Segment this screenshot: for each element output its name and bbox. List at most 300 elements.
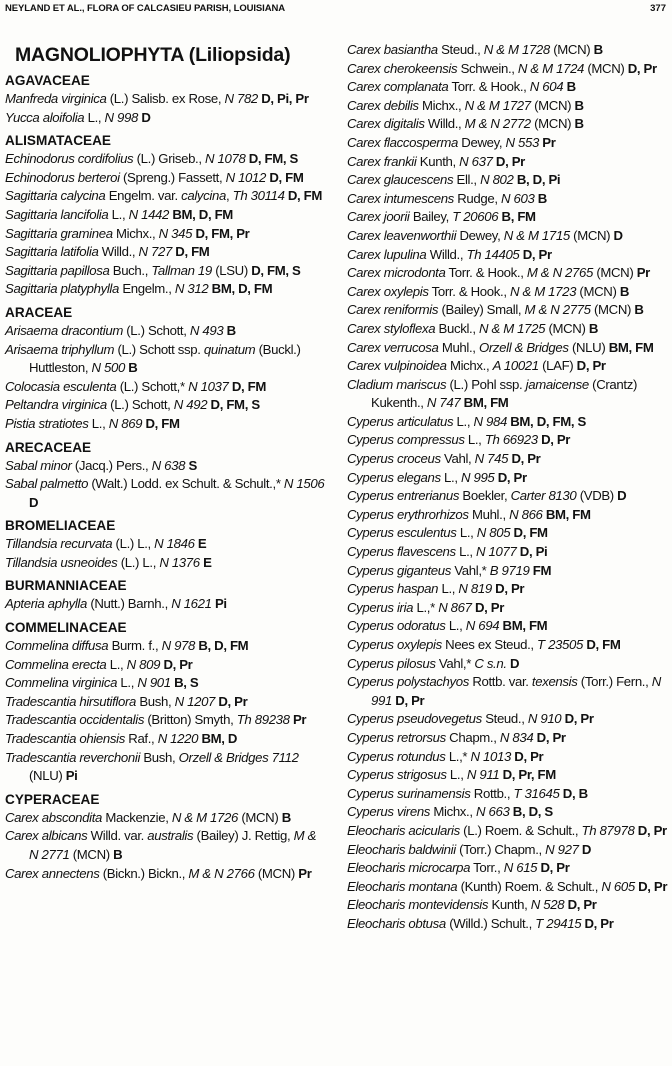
collector-number: N 782 [224, 91, 258, 106]
species-entry [347, 320, 668, 339]
species-entry [5, 415, 328, 434]
authority: Nees ex Steud., [441, 637, 538, 652]
species-entry [5, 535, 328, 554]
authority: (L.) L., [117, 554, 160, 570]
species-entry [5, 674, 328, 693]
collector-number: N 747 [426, 395, 461, 411]
authority: (Britton) Smyth, [144, 712, 237, 728]
habitat-codes: D, Pr [561, 711, 594, 727]
collector-number: Th 30114 [232, 188, 285, 204]
habitat-codes: B, D, S [509, 804, 553, 820]
authority: (Willd.) Schult., [445, 915, 536, 931]
collector-number: N 603 [501, 190, 535, 206]
species-name: Tradescantia hirsutiflora [5, 693, 136, 709]
collector-number: N 1012 [225, 169, 267, 185]
species-entry [347, 208, 668, 227]
species-entry [5, 150, 328, 169]
habitat-codes: D, Pr [494, 469, 527, 485]
collector-number: N 911 [466, 767, 500, 783]
habitat-codes: D, FM [284, 188, 323, 204]
species-entry [347, 766, 668, 785]
species-name: Eleocharis acicularis [347, 822, 460, 838]
species-name: Sabal palmetto [5, 476, 89, 492]
species-name: Arisaema triphyllum [5, 341, 115, 357]
authority: Rottb. var. [469, 674, 532, 690]
collector-number: N 834 [499, 729, 534, 745]
habitat-codes: D, FM, S [207, 397, 260, 413]
habitat-codes: Pr [289, 712, 307, 728]
habitat-codes: D, Pr [510, 748, 544, 764]
habitat-codes: D, Pr [624, 60, 657, 76]
species-name: Cyperus retrorsus [347, 729, 446, 745]
habitat-codes: D, Pi, Pr [257, 91, 309, 106]
species-name: Arisaema dracontium [5, 322, 123, 338]
species-name: Commelina virginica [5, 675, 118, 691]
authority: Buch., [109, 262, 152, 278]
species-entry [347, 673, 668, 710]
collector-number: T 23505 [537, 637, 583, 652]
authority: Torr. & Hook., [445, 265, 527, 281]
collector-number: T 31645 [513, 785, 560, 801]
species-entry [5, 475, 328, 512]
collector-number: N 910 [527, 711, 562, 727]
collector-number: N 802 [480, 172, 514, 188]
authority: L., [456, 525, 477, 541]
herbarium: (MCN) [545, 320, 586, 336]
habitat-codes: BM, D, FM, S [506, 413, 586, 429]
collector-number: N 1013 [470, 748, 511, 764]
habitat-codes: D, FM [510, 525, 548, 541]
species-entry [347, 636, 668, 655]
species-entry [347, 803, 668, 822]
herbarium: (VDB) [576, 488, 614, 504]
authority: L., [445, 618, 466, 634]
authority: Engelm. var. [105, 188, 182, 204]
authority: Willd., [424, 116, 465, 132]
species-entry [347, 153, 668, 172]
habitat-codes: D, Pr [471, 599, 504, 615]
authority: Michx., [446, 358, 493, 374]
species-name: Carex oxylepis [347, 283, 429, 299]
habitat-codes: D, FM, S [247, 262, 301, 278]
collector-number: Th 89238 [236, 712, 290, 728]
family-list [5, 72, 328, 883]
herbarium: (MCN) [238, 809, 279, 825]
species-name: Cyperus haspan [347, 581, 439, 597]
species-name: Carex styloflexa [347, 320, 436, 336]
collector-number: N 978 [161, 638, 196, 654]
authority: Willd. var. [87, 828, 148, 844]
species-entry [347, 543, 668, 562]
species-entry [5, 554, 328, 573]
collector-number: Carter 8130 [510, 488, 577, 504]
authority: Mackenzie, [102, 809, 172, 825]
authority: L., [88, 415, 109, 431]
herbarium: (MCN) [254, 865, 295, 881]
habitat-codes: B, S [170, 675, 199, 691]
authority: (Bailey) Small, [438, 302, 525, 318]
collector-number: N 492 [173, 397, 208, 413]
habitat-codes: D, FM [228, 378, 266, 394]
species-name: Sagittaria platyphylla [5, 281, 119, 297]
herbarium: (MCN) [530, 97, 572, 113]
collector-number: Tallman 19 [151, 262, 212, 278]
page-number: 377 [650, 3, 666, 14]
species-entry [347, 580, 668, 599]
species-entry [347, 841, 668, 860]
species-name: Cyperus surinamensis [347, 785, 471, 801]
species-name: Carex cherokeensis [347, 60, 458, 76]
habitat-codes: D, Pr [537, 432, 571, 448]
authority: (L.) L., [112, 536, 155, 552]
collector-number: Th 66923 [484, 432, 538, 448]
authority: (L.) Salisb. ex Rose, [106, 91, 225, 106]
habitat-codes: D, Pr [508, 451, 541, 467]
authority: Torr., [470, 860, 504, 876]
species-list [347, 41, 668, 934]
authority: Bush, [140, 749, 179, 765]
habitat-codes: B [563, 79, 576, 95]
habitat-codes: BM, D [198, 731, 238, 747]
authority: (Kunth) Roem. & Schult., [457, 878, 602, 894]
habitat-codes: D, FM, Pr [192, 225, 250, 241]
authority: Steud., [437, 42, 484, 57]
species-name: Commelina erecta [5, 656, 107, 672]
collector-number: N 637 [459, 153, 493, 169]
collector-number: N 493 [189, 322, 224, 338]
species-name: Cyperus esculentus [347, 525, 457, 541]
habitat-codes: Pr [538, 134, 556, 150]
habitat-codes: BM, D, FM [169, 206, 233, 222]
habitat-codes: D, Pr [160, 656, 193, 672]
species-entry [5, 225, 328, 244]
authority: (L.) Schott, [122, 322, 190, 338]
authority: Ell., [453, 172, 481, 188]
species-entry [347, 115, 668, 134]
collector-number: N 615 [503, 860, 538, 876]
species-name: Colocasia esculenta [5, 378, 117, 394]
species-name: Carex basiantha [347, 42, 438, 57]
habitat-codes: E [194, 536, 207, 552]
habitat-codes: D, Pr [573, 358, 606, 374]
species-entry [5, 109, 328, 128]
habitat-codes: BM, FM [605, 339, 654, 355]
species-entry [347, 599, 668, 618]
authority: Muhl., [468, 506, 510, 522]
species-name: Cladium mariscus [347, 376, 447, 392]
collector-number: N 500 [91, 360, 125, 376]
species-name: Cyperus oxylepis [347, 637, 442, 652]
collector-number: N & M 1728 [483, 42, 550, 57]
species-entry [347, 431, 668, 450]
collector-number: M & N 2766 [188, 865, 255, 881]
species-entry [5, 206, 328, 225]
species-entry [347, 506, 668, 525]
species-entry [347, 748, 668, 767]
authority: Bailey, [409, 209, 453, 225]
species-entry [5, 827, 328, 864]
collector-number: M & N 2765 [526, 265, 593, 281]
collector-number: N 638 [151, 457, 186, 473]
species-name: Sagittaria latifolia [5, 244, 99, 260]
authority: Dewey, [456, 227, 504, 243]
species-entry [347, 357, 668, 376]
section-title: MAGNOLIOPHYTA (Liliopsida) [15, 44, 291, 66]
authority: Bush, [136, 693, 175, 709]
habitat-codes: D, FM [583, 637, 621, 652]
authority: Muhl., [438, 339, 479, 355]
habitat-codes: D, Pr [533, 729, 566, 745]
authority: L., [464, 432, 485, 448]
species-name: Carex annectens [5, 865, 100, 881]
species-entry [347, 785, 668, 804]
authority: (L.) Pohl ssp. [446, 376, 526, 392]
species-entry [5, 457, 328, 476]
species-name: Cyperus iria [347, 599, 414, 615]
collector-number: N 927 [545, 841, 579, 857]
authority: (Walt.) Lodd. ex Schult. & Schult.,* [88, 476, 284, 492]
habitat-codes: B, FM [498, 209, 536, 225]
authority: (Buckl.) Huttleston, [29, 341, 301, 376]
species-entry [5, 637, 328, 656]
authority: L., [117, 675, 138, 691]
family-heading: AGAVACEAE [5, 73, 90, 88]
collector-number: Orzell & Bridges 7112 [178, 749, 299, 765]
authority: Dewey, [457, 134, 506, 150]
species-name: Cyperus erythrorhizos [347, 506, 469, 522]
collector-number: N 1078 [205, 151, 246, 167]
species-name: Carex digitalis [347, 116, 425, 132]
species-entry [347, 710, 668, 729]
species-entry [347, 97, 668, 116]
species-entry [347, 896, 668, 915]
habitat-codes: BM, FM [542, 506, 591, 522]
species-name: Apteria aphylla [5, 596, 87, 612]
habitat-codes: E [199, 554, 212, 570]
collector-number: N 1506 [283, 476, 325, 492]
authority: (L.) Griseb., [133, 151, 205, 167]
species-name: Cyperus rotundus [347, 748, 446, 764]
species-name: Sagittaria lancifolia [5, 206, 109, 222]
authority: (Torr.) Chapm., [455, 841, 546, 857]
collector-number: B 9719 [489, 562, 530, 578]
species-entry [5, 711, 328, 730]
habitat-codes: B [124, 360, 138, 376]
habitat-codes: D, Pr [491, 581, 525, 597]
species-name: Tillandsia recurvata [5, 536, 113, 552]
infraspecific-name: texensis [531, 674, 578, 690]
habitat-codes: B, D, FM [195, 638, 249, 654]
habitat-codes: D, Pr [215, 693, 248, 709]
authority: (L.) Schott,* [116, 378, 189, 394]
collector-number: Orzell & Bridges [478, 339, 569, 355]
authority: L., [455, 544, 477, 560]
infraspecific-name: australis [147, 828, 194, 844]
collector-number: N 995 [460, 469, 495, 485]
right-column [347, 41, 668, 934]
species-entry [347, 227, 668, 246]
species-entry [5, 865, 328, 884]
family-heading: ARACEAE [5, 304, 73, 320]
collector-number: N 869 [108, 415, 143, 431]
species-name: Cyperus strigosus [347, 767, 447, 783]
species-name: Peltandra virginica [5, 397, 107, 413]
collector-number: N & M 1723 [509, 283, 577, 299]
habitat-codes: D [138, 109, 151, 125]
species-entry [347, 339, 668, 358]
species-entry [5, 809, 328, 828]
authority: (Crantz) Kukenth., [371, 376, 637, 411]
authority: (L.) Roem. & Schult., [459, 822, 582, 838]
collector-number: N 819 [458, 581, 492, 597]
species-name: Cyperus giganteus [347, 562, 452, 578]
species-name: Eleocharis baldwinii [347, 841, 456, 857]
habitat-codes: D [506, 655, 520, 671]
species-name: Cyperus flavescens [347, 544, 456, 560]
species-name: Carex intumescens [347, 190, 454, 206]
species-entry [5, 656, 328, 675]
collector-number: A 10021 [492, 358, 539, 374]
species-name: Cyperus articulatus [347, 413, 454, 429]
collector-number: N 1376 [159, 554, 200, 570]
family-heading: COMMELINACEAE [5, 620, 127, 636]
herbarium: (NLU) [29, 768, 63, 784]
authority: Kunth, [488, 897, 531, 913]
species-entry [347, 878, 668, 897]
authority: L., [108, 206, 129, 222]
species-entry [5, 396, 328, 415]
collector-number: N & M 1725 [478, 320, 546, 336]
habitat-codes: D, FM, S [245, 151, 298, 167]
species-name: Commelina diffusa [5, 638, 109, 654]
species-name: Tradescantia reverchonii [5, 749, 141, 765]
authority: Chapm., [445, 729, 500, 745]
habitat-codes: B [631, 302, 644, 318]
authority: Steud., [481, 711, 528, 727]
authority: (Jacq.) Pers., [71, 457, 152, 473]
habitat-codes: D, Pi [516, 544, 548, 560]
collector-number: N 1442 [128, 206, 170, 222]
species-name: Eleocharis montevidensis [347, 897, 489, 913]
species-entry [347, 376, 668, 413]
collector-number: N 312 [174, 281, 209, 297]
family-heading: ALISMATACEAE [5, 133, 111, 149]
species-entry [347, 729, 668, 748]
authority: (Bailey) J. Rettig, [193, 828, 294, 844]
habitat-codes: D, Pr, FM [499, 767, 556, 783]
collector-number: T 29415 [535, 915, 582, 931]
habitat-codes: D, Pr [581, 915, 614, 931]
family-heading: BROMELIACEAE [5, 518, 116, 534]
habitat-codes: Pi [62, 768, 78, 784]
species-entry [5, 693, 328, 712]
habitat-codes: B [223, 322, 236, 338]
species-entry [347, 562, 668, 581]
habitat-codes: D [613, 488, 627, 504]
species-name: Carex complanata [347, 79, 449, 95]
habitat-codes: B [571, 116, 584, 132]
collector-number: N 528 [530, 897, 565, 913]
collector-number: N 1621 [171, 596, 212, 612]
species-entry [347, 78, 668, 97]
collector-number: N & M 1726 [171, 809, 238, 825]
habitat-codes: Pi [211, 596, 227, 612]
herbarium: (MCN) [593, 265, 634, 281]
habitat-codes: D, FM [266, 169, 304, 185]
authority: Rottb., [470, 785, 514, 801]
collector-number: N 809 [126, 656, 161, 672]
species-entry [347, 134, 668, 153]
habitat-codes: B [278, 809, 291, 825]
collector-number: N 984 [473, 413, 507, 429]
species-name: Cyperus croceus [347, 451, 441, 467]
species-name: Cyperus compressus [347, 432, 465, 448]
herbarium: (MCN) [569, 227, 611, 243]
species-name: Sabal minor [5, 457, 72, 473]
herbarium: (MCN) [549, 42, 591, 57]
habitat-codes: D, Pr [634, 822, 667, 838]
authority: Schwein., [457, 60, 518, 76]
habitat-codes: D, Pr [492, 153, 525, 169]
authority: (Spreng.) Fassett, [119, 169, 226, 185]
collector-number: N 1077 [476, 544, 517, 560]
species-name: Eleocharis montana [347, 878, 458, 894]
species-entry [5, 169, 328, 188]
collector-number: N 1846 [154, 536, 195, 552]
authority: Torr. & Hook., [428, 283, 510, 299]
habitat-codes: D, Pr [391, 692, 425, 708]
species-name: Cyperus odoratus [347, 618, 446, 634]
species-entry [347, 413, 668, 432]
species-entry [347, 524, 668, 543]
collector-number: N 663 [476, 804, 510, 820]
species-entry [347, 487, 668, 506]
herbarium: (MCN) [530, 116, 572, 132]
herbarium: (MCN) [69, 847, 110, 862]
species-entry [5, 90, 328, 109]
species-name: Sagittaria papillosa [5, 262, 110, 278]
species-name: Manfreda virginica [5, 91, 107, 106]
authority: L.,* [413, 599, 439, 615]
infraspecific-name: quinatum [203, 341, 256, 357]
authority: L., [84, 109, 105, 125]
species-entry [347, 617, 668, 636]
authority: Michx., [112, 225, 159, 241]
species-entry [5, 243, 328, 262]
authority: L.,* [445, 748, 471, 764]
species-name: Carex albicans [5, 828, 88, 844]
species-entry [5, 280, 328, 299]
collector-number: M & N 2771 [29, 828, 317, 862]
species-name: Carex joorii [347, 209, 410, 225]
species-name: Cyperus entrerianus [347, 488, 460, 504]
species-name: Cyperus elegans [347, 469, 441, 485]
species-name: Carex glaucescens [347, 172, 454, 188]
species-name: Sagittaria graminea [5, 225, 113, 241]
authority: Boekler, [459, 488, 511, 504]
collector-number: N 901 [137, 675, 171, 691]
collector-number: Th 14405 [466, 246, 520, 262]
habitat-codes: BM, FM [460, 395, 509, 411]
species-entry [347, 246, 668, 265]
authority: Rudge, [453, 190, 501, 206]
species-entry [5, 749, 328, 786]
authority: (Bickn.) Bickn., [99, 865, 189, 881]
authority: L., [440, 469, 461, 485]
authority: Willd., [426, 246, 467, 262]
habitat-codes: D, Pr [537, 860, 570, 876]
collector-number: N 1037 [188, 378, 229, 394]
